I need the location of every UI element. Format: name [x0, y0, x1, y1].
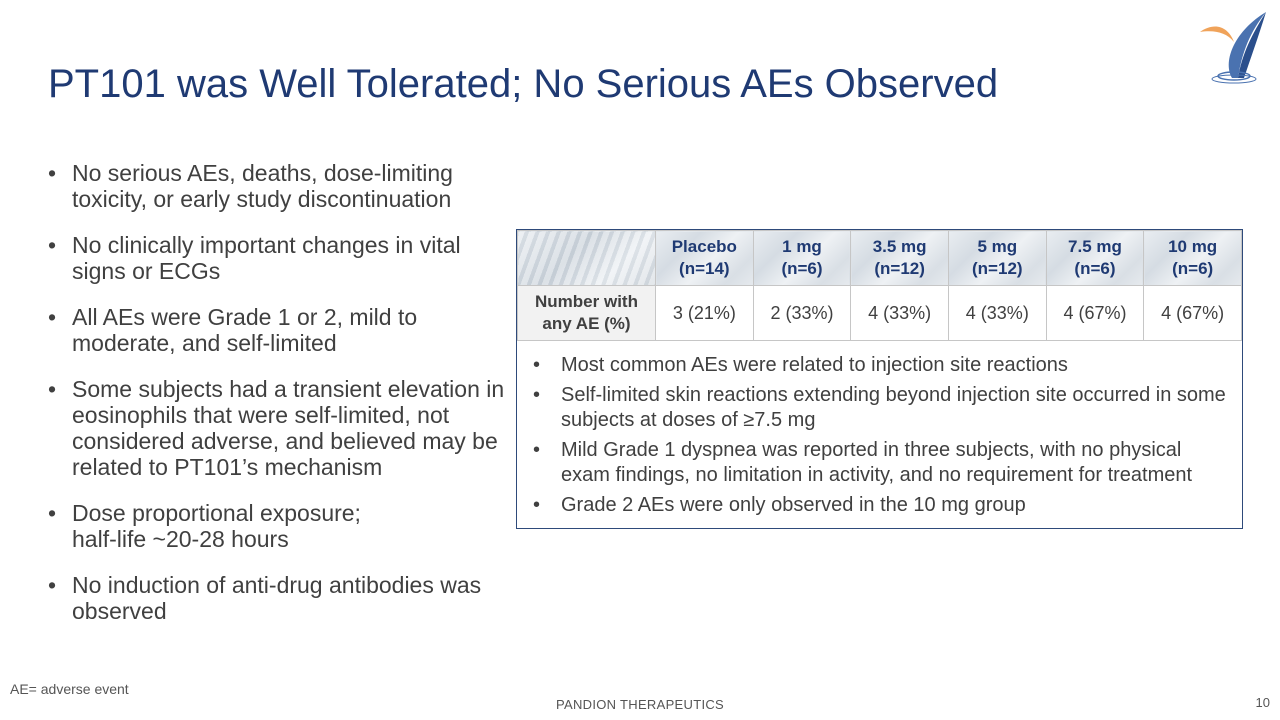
- page-number: 10: [1255, 695, 1270, 710]
- bullet-text: Dose proportional exposure; half-life ~20-28 hours: [72, 500, 361, 552]
- row-label-line1: Number with: [535, 292, 638, 311]
- column-dose: 10 mg: [1168, 237, 1218, 256]
- table-cell: 3 (21%): [656, 286, 754, 341]
- bullet-marker: •: [48, 304, 57, 330]
- note-marker: •: [533, 354, 541, 376]
- column-n: (n=6): [1172, 259, 1214, 278]
- table-cell: 4 (33%): [948, 286, 1046, 341]
- bullet-item: [48, 376, 508, 480]
- note-marker: •: [533, 439, 541, 461]
- column-n: (n=12): [874, 259, 925, 278]
- column-n: (n=6): [781, 259, 823, 278]
- row-header-any-ae: [518, 286, 656, 341]
- ae-table-panel: [516, 229, 1243, 529]
- column-header-3-5mg: [851, 231, 949, 286]
- bullet-marker: •: [48, 500, 57, 526]
- pandion-bird-logo-icon: [1192, 8, 1272, 84]
- note-item: [531, 383, 1232, 433]
- row-label-line2: any AE (%): [542, 314, 631, 333]
- note-item: [531, 438, 1232, 488]
- column-header-placebo: [656, 231, 754, 286]
- table-cell: 2 (33%): [753, 286, 851, 341]
- column-header-1mg: [753, 231, 851, 286]
- bullet-marker: •: [48, 232, 57, 258]
- note-text: Most common AEs were related to injection site reactions: [561, 354, 1068, 376]
- column-n: (n=12): [972, 259, 1023, 278]
- column-dose: Placebo: [671, 237, 737, 256]
- column-dose: 7.5 mg: [1068, 237, 1122, 256]
- bullet-text: Some subjects had a transient elevation in eosinophils that were self-limited, not considered adverse, and believed may be related to PT101’s mechanism: [72, 376, 505, 480]
- bullet-text: No serious AEs, deaths, dose-limiting toxicity, or early study discontinuation: [72, 160, 453, 212]
- table-corner-cell: [518, 231, 656, 286]
- bullet-marker: •: [48, 572, 57, 598]
- note-text: Grade 2 AEs were only observed in the 10 mg group: [561, 494, 1026, 516]
- column-header-10mg: [1144, 231, 1242, 286]
- bullet-item: [48, 160, 508, 212]
- bullet-marker: •: [48, 376, 57, 402]
- table-notes: [517, 341, 1242, 518]
- note-text: Self-limited skin reactions extending beyond injection site occurred in some subjects at doses of ≥7.5 mg: [561, 384, 1226, 431]
- footnote: AE= adverse event: [10, 681, 129, 697]
- note-item: [531, 353, 1232, 378]
- table-cell: 4 (33%): [851, 286, 949, 341]
- table-header-row: [518, 231, 1242, 286]
- bullet-text: No induction of anti-drug antibodies was observed: [72, 572, 482, 624]
- company-name: PANDION THERAPEUTICS: [555, 697, 725, 712]
- bullet-text: All AEs were Grade 1 or 2, mild to moderate, and self-limited: [72, 304, 418, 356]
- column-dose: 1 mg: [782, 237, 822, 256]
- bullet-item: [48, 572, 508, 624]
- bullet-list: [48, 160, 508, 644]
- table-cell: 4 (67%): [1046, 286, 1144, 341]
- column-header-7-5mg: [1046, 231, 1144, 286]
- bullet-item: [48, 500, 508, 552]
- slide-title: PT101 was Well Tolerated; No Serious AEs Observed: [48, 62, 999, 106]
- table-cell: 4 (67%): [1144, 286, 1242, 341]
- table-row: [518, 286, 1242, 341]
- column-n: (n=6): [1074, 259, 1116, 278]
- bullet-text: No clinically important changes in vital signs or ECGs: [72, 232, 461, 284]
- note-item: [531, 493, 1232, 518]
- note-text: Mild Grade 1 dyspnea was reported in three subjects, with no physical exam findings, no limitation in activity, and no requirement for treatment: [561, 439, 1193, 486]
- column-n: (n=14): [679, 259, 730, 278]
- bullet-item: [48, 304, 508, 356]
- column-dose: 5 mg: [977, 237, 1018, 256]
- column-header-5mg: [948, 231, 1046, 286]
- note-marker: •: [533, 384, 541, 406]
- bullet-item: [48, 232, 508, 284]
- column-dose: 3.5 mg: [872, 237, 927, 256]
- ae-table: [517, 230, 1242, 341]
- note-marker: •: [533, 494, 541, 516]
- bullet-marker: •: [48, 160, 57, 186]
